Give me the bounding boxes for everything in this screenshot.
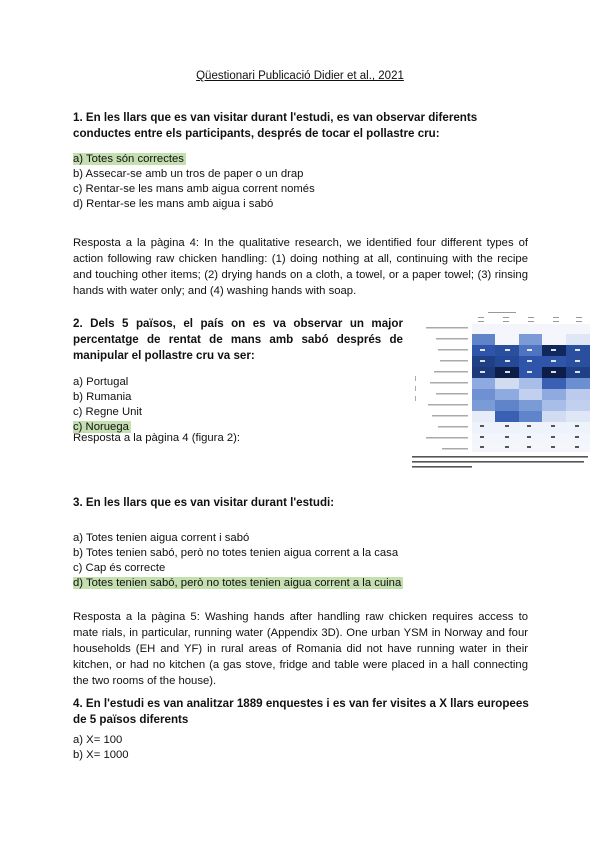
- question-4: 4. En l'estudi es van analitzar 1889 enquestes i es van fer visites a X llars europees de 5 països diferents: [73, 697, 529, 726]
- correct-option: d) Totes tenien sabó, però no totes tenien aigua corrent a la cuina: [73, 577, 402, 589]
- answer-2: Resposta a la pàgina 4 (figura 2):: [73, 432, 241, 444]
- heatmap-image: [412, 312, 590, 452]
- figure-2-heatmap: [412, 312, 590, 480]
- option-item: [73, 576, 533, 591]
- figure-caption-image: [412, 455, 590, 477]
- option-item: c) Rentar-se les mans amb aigua corrent només: [73, 183, 315, 195]
- option-item: c) Regne Unit: [73, 406, 143, 418]
- question-3: 3. En les llars que es van visitar durant l'estudi:: [73, 496, 335, 509]
- document-title: Qüestionari Publicació Didier et al., 2021: [196, 70, 404, 82]
- question-1: 1. En les llars que es van visitar durant l'estudi, es van observar diferents conductes entre els participants, després de tocar el pollastre cru:: [73, 111, 478, 140]
- answer-1: Resposta a la pàgina 4: In the qualitative research, we identified four different types of action following raw chicken handling: (1) doing nothing at all, continuing with the recipe and touching other items; (2) drying hands on a cloth, a towel, or a paper towel; (3) rinsing hands with water only; and (4) washing hands with soap.: [73, 237, 528, 297]
- option-item: d) Rentar-se les mans amb aigua i sabó: [73, 198, 274, 210]
- option-item: b) Totes tenien sabó, però no totes tenien aigua corrent a la casa: [73, 547, 399, 559]
- question-1-options: [73, 152, 373, 212]
- question-2-options: [73, 375, 273, 435]
- question-3-options: [73, 531, 533, 591]
- option-item: a) X= 100: [73, 734, 123, 746]
- option-item: b) Rumania: [73, 391, 132, 403]
- option-item: a) Portugal: [73, 376, 129, 388]
- question-4-options: [73, 733, 273, 763]
- option-item: a) Totes tenien aigua corrent i sabó: [73, 532, 250, 544]
- option-item: c) Cap és correcte: [73, 562, 166, 574]
- correct-option: c) Noruega: [73, 421, 129, 433]
- option-item: b) Assecar-se amb un tros de paper o un drap: [73, 168, 304, 180]
- option-item: b) X= 1000: [73, 749, 129, 761]
- option-item: [73, 152, 373, 167]
- question-2: 2. Dels 5 països, el país on es va observar un major percentatge de rentat de mans amb sabó després de manipular el pollastre cru va ser:: [73, 317, 403, 362]
- correct-option: a) Totes són correctes: [73, 153, 184, 165]
- answer-3: Resposta a la pàgina 5: Washing hands after handling raw chicken requires access to mate rials, in particular, running water (Appendix 3D). One urban YSM in Norway and four households (EH and YF) in rural areas of Romania did not have running water in their kitchen, or had no kitchen (a gas stove, fridge and table were placed in a hall connecting the two rooms of the house).: [73, 611, 528, 687]
